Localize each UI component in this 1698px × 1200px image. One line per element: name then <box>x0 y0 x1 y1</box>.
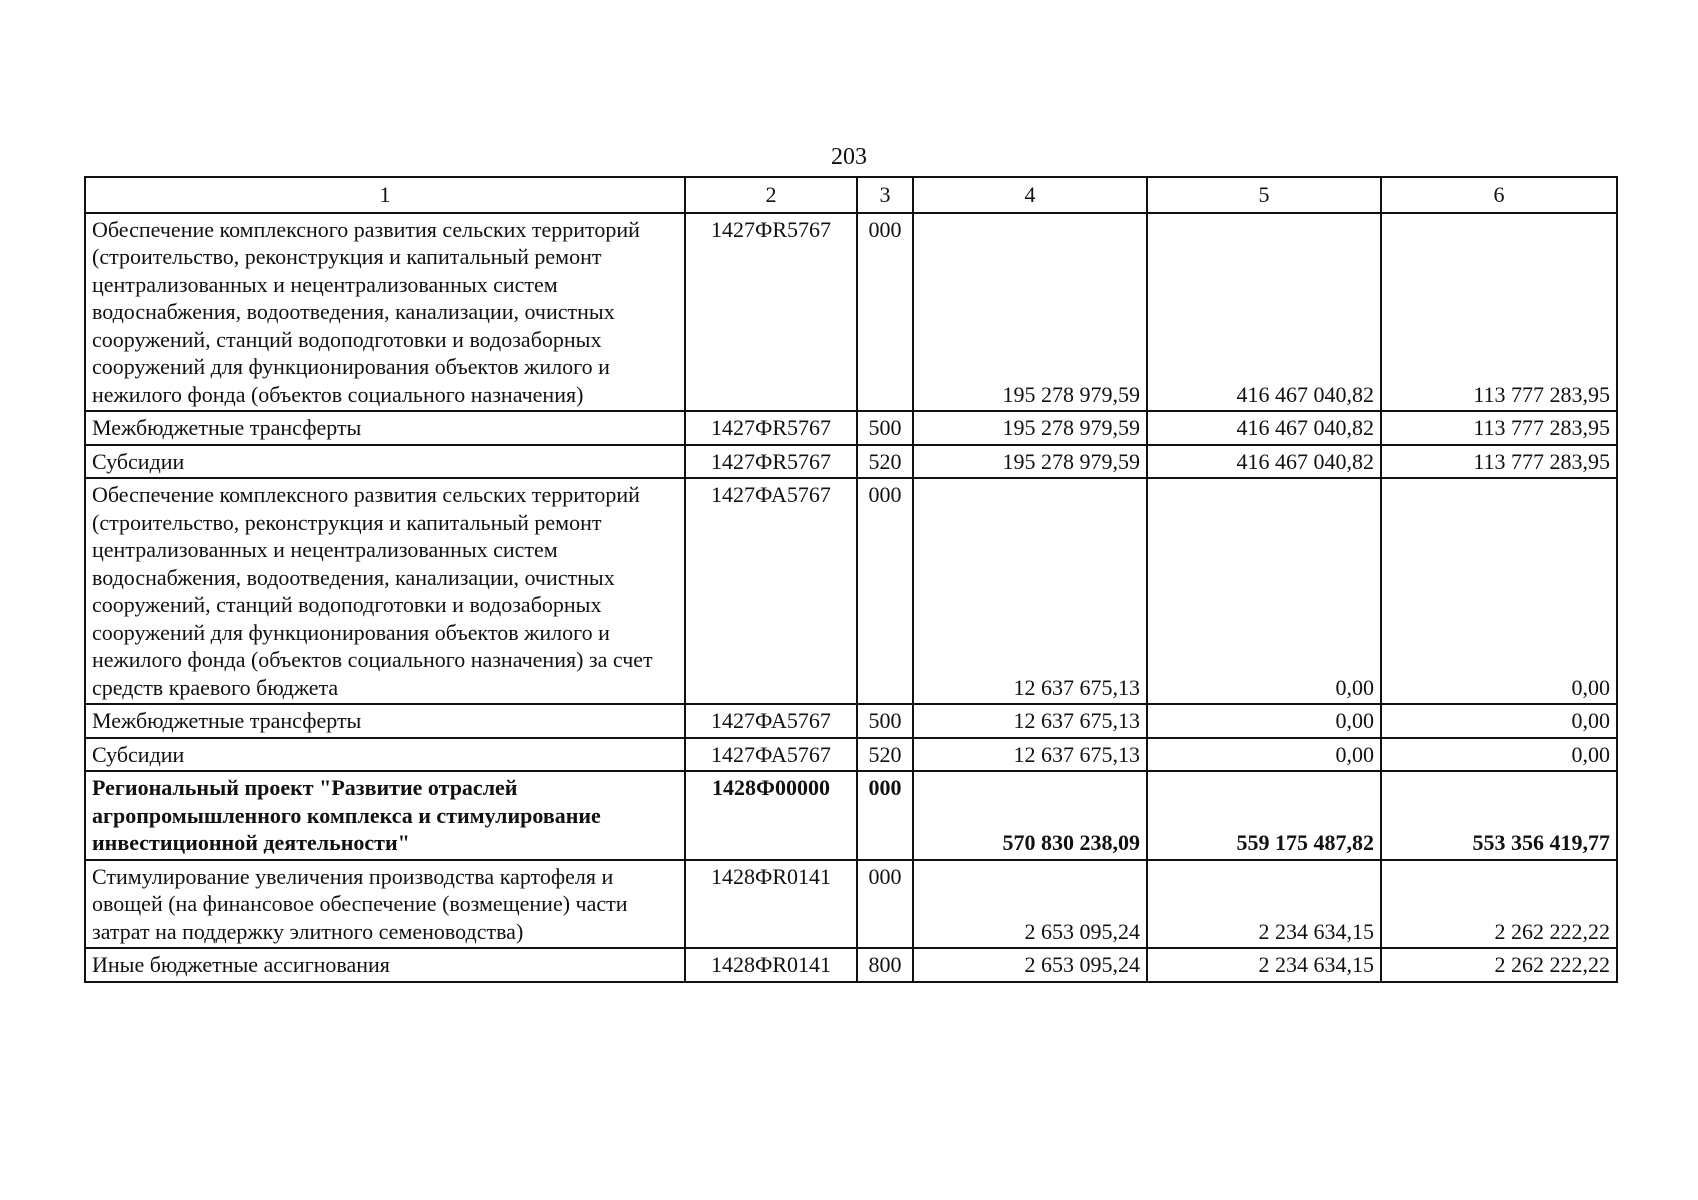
row-type-cell: 520 <box>857 738 913 772</box>
row-value-col6: 2 262 222,22 <box>1381 948 1617 982</box>
row-code-cell: 1428ФR0141 <box>685 948 857 982</box>
table-row <box>85 948 1617 982</box>
row-value-col5: 416 467 040,82 <box>1147 213 1381 412</box>
table-row <box>85 411 1617 445</box>
row-value-col6: 113 777 283,95 <box>1381 445 1617 479</box>
row-value-col5: 2 234 634,15 <box>1147 948 1381 982</box>
row-value-col6: 2 262 222,22 <box>1381 860 1617 949</box>
row-code-cell: 1427ФR5767 <box>685 445 857 479</box>
row-type-cell: 000 <box>857 478 913 704</box>
table-row <box>85 478 1617 704</box>
page-number: 203 <box>831 144 867 170</box>
row-code-cell: 1427ФR5767 <box>685 411 857 445</box>
row-code-cell: 1428Ф00000 <box>685 771 857 860</box>
row-type-cell: 520 <box>857 445 913 479</box>
column-header-3: 3 <box>857 177 913 213</box>
row-value-col4: 2 653 095,24 <box>913 860 1147 949</box>
row-type-cell: 500 <box>857 704 913 738</box>
row-code-cell: 1427ФА5767 <box>685 704 857 738</box>
row-value-col5: 559 175 487,82 <box>1147 771 1381 860</box>
row-code-cell: 1427ФА5767 <box>685 478 857 704</box>
row-type-cell: 800 <box>857 948 913 982</box>
table-header-row <box>85 177 1617 213</box>
row-name-cell: Межбюджетные трансферты <box>85 411 685 445</box>
row-type-cell: 000 <box>857 860 913 949</box>
row-value-col5: 0,00 <box>1147 738 1381 772</box>
row-type-cell: 000 <box>857 771 913 860</box>
row-name-cell: Обеспечение комплексного развития сельских территорий (строительство, реконструкция и капитальный ремонт централизованных и нецентрализованных систем водоснабжения, водоотведения, канализации, очистных сооружений, станций водоподготовки и водозаборных сооружений для функционирования объектов жилого и нежилого фонда (объектов социального назначения) за счет средств краевого бюджета <box>85 478 685 704</box>
row-name-cell: Субсидии <box>85 738 685 772</box>
row-value-col4: 195 278 979,59 <box>913 213 1147 412</box>
row-value-col4: 12 637 675,13 <box>913 478 1147 704</box>
row-value-col5: 416 467 040,82 <box>1147 411 1381 445</box>
row-value-col6: 0,00 <box>1381 478 1617 704</box>
row-value-col5: 0,00 <box>1147 478 1381 704</box>
column-header-5: 5 <box>1147 177 1381 213</box>
row-value-col4: 195 278 979,59 <box>913 445 1147 479</box>
row-value-col5: 0,00 <box>1147 704 1381 738</box>
table-row <box>85 213 1617 412</box>
table-row <box>85 860 1617 949</box>
row-value-col4: 12 637 675,13 <box>913 704 1147 738</box>
column-header-1: 1 <box>85 177 685 213</box>
row-name-cell: Межбюджетные трансферты <box>85 704 685 738</box>
row-value-col6: 113 777 283,95 <box>1381 411 1617 445</box>
row-code-cell: 1427ФR5767 <box>685 213 857 412</box>
row-value-col6: 113 777 283,95 <box>1381 213 1617 412</box>
table-row <box>85 738 1617 772</box>
row-value-col6: 553 356 419,77 <box>1381 771 1617 860</box>
row-value-col5: 2 234 634,15 <box>1147 860 1381 949</box>
column-header-6: 6 <box>1381 177 1617 213</box>
row-value-col4: 195 278 979,59 <box>913 411 1147 445</box>
table-row <box>85 445 1617 479</box>
row-name-cell: Иные бюджетные ассигнования <box>85 948 685 982</box>
row-value-col4: 2 653 095,24 <box>913 948 1147 982</box>
row-name-cell: Субсидии <box>85 445 685 479</box>
row-value-col6: 0,00 <box>1381 738 1617 772</box>
row-name-cell: Обеспечение комплексного развития сельских территорий (строительство, реконструкция и капитальный ремонт централизованных и нецентрализованных систем водоснабжения, водоотведения, канализации, очистных сооружений, станций водоподготовки и водозаборных сооружений для функционирования объектов жилого и нежилого фонда (объектов социального назначения) <box>85 213 685 412</box>
row-type-cell: 500 <box>857 411 913 445</box>
row-name-cell: Региональный проект "Развитие отраслей агропромышленного комплекса и стимулирование инвестиционной деятельности" <box>85 771 685 860</box>
row-value-col4: 570 830 238,09 <box>913 771 1147 860</box>
row-value-col5: 416 467 040,82 <box>1147 445 1381 479</box>
row-code-cell: 1427ФА5767 <box>685 738 857 772</box>
row-code-cell: 1428ФR0141 <box>685 860 857 949</box>
row-value-col6: 0,00 <box>1381 704 1617 738</box>
table-row <box>85 704 1617 738</box>
column-header-2: 2 <box>685 177 857 213</box>
row-value-col4: 12 637 675,13 <box>913 738 1147 772</box>
row-type-cell: 000 <box>857 213 913 412</box>
column-header-4: 4 <box>913 177 1147 213</box>
budget-table <box>84 176 1618 983</box>
row-name-cell: Стимулирование увеличения производства картофеля и овощей (на финансовое обеспечение (возмещение) части затрат на поддержку элитного семеноводства) <box>85 860 685 949</box>
table-row-section-total <box>85 771 1617 860</box>
